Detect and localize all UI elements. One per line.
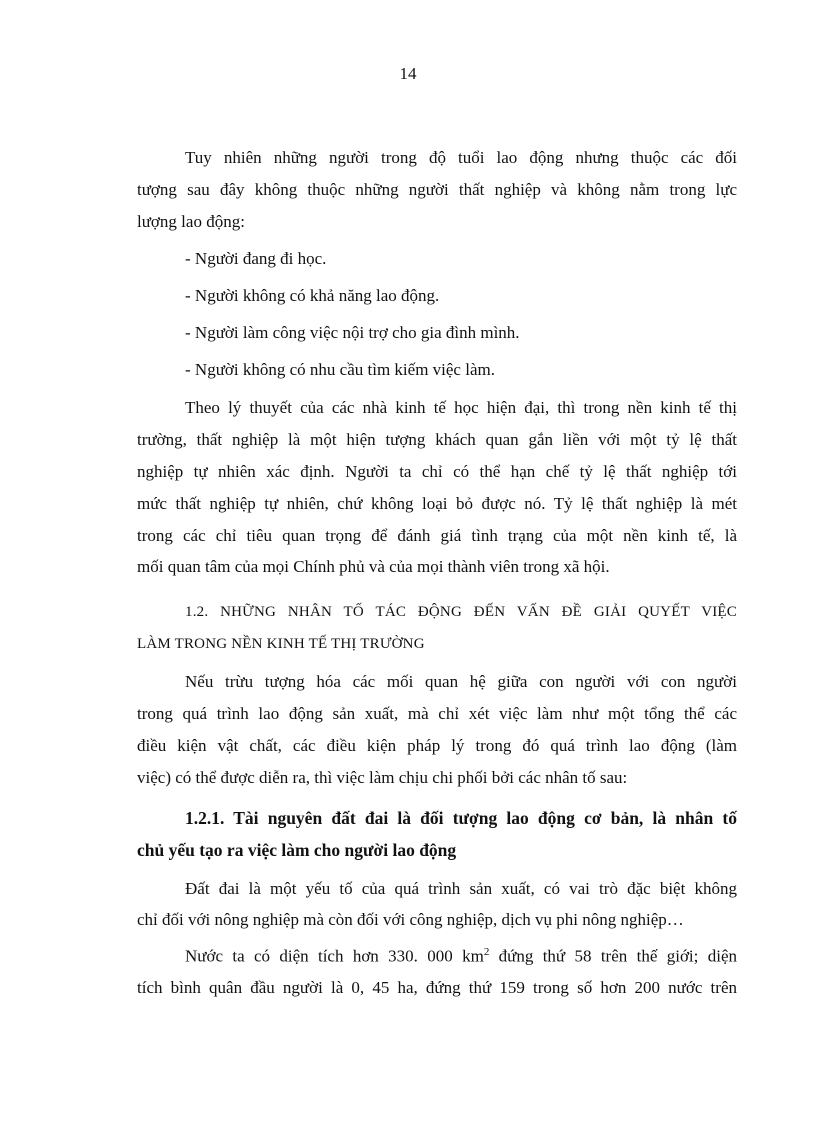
paragraph-line: điều kiện vật chất, các điều kiện pháp lý trong đó quá trình lao động (làm bbox=[137, 736, 737, 755]
paragraph-line: trường, thất nghiệp là một hiện tượng khách quan gắn liền với một tỷ lệ thất bbox=[137, 430, 737, 449]
paragraph-line: nghiệp tự nhiên xác định. Người ta chỉ có thể hạn chế tỷ lệ thất nghiệp tới bbox=[137, 462, 737, 481]
paragraph-line: tích bình quân đầu người là 0, 45 ha, đứng thứ 159 trong số hơn 200 nước trên bbox=[137, 978, 737, 997]
superscript: 2 bbox=[483, 946, 490, 958]
list-item: - Người làm công việc nội trợ cho gia đình mình. bbox=[185, 323, 520, 342]
list-item: - Người không có khả năng lao động. bbox=[185, 286, 440, 305]
paragraph-line: Theo lý thuyết của các nhà kinh tế học hiện đại, thì trong nền kinh tế thị bbox=[185, 398, 737, 417]
paragraph-line: Nếu trừu tượng hóa các mối quan hệ giữa con người với con người bbox=[185, 672, 737, 691]
paragraph-line: chỉ đối với nông nghiệp mà còn đối với công nghiệp, dịch vụ phi nông nghiệp… bbox=[137, 910, 684, 929]
paragraph-line: mức thất nghiệp tự nhiên, chứ không loại bỏ được nó. Tỷ lệ thất nghiệp là mét bbox=[137, 494, 737, 513]
paragraph-line: Đất đai là một yếu tố của quá trình sản xuất, có vai trò đặc biệt không bbox=[185, 879, 737, 898]
paragraph-text: đứng thứ 58 trên thế giới; diện bbox=[489, 946, 737, 966]
paragraph-line bbox=[185, 946, 737, 967]
paragraph-line: lượng lao động: bbox=[137, 212, 245, 231]
list-item: - Người đang đi học. bbox=[185, 249, 327, 268]
subsection-heading-line: chủ yếu tạo ra việc làm cho người lao động bbox=[137, 840, 457, 860]
paragraph-line: trong quá trình lao động sản xuất, mà chỉ xét việc làm như một tổng thể các bbox=[137, 704, 737, 723]
page-number: 14 bbox=[399, 64, 417, 83]
paragraph-line: mối quan tâm của mọi Chính phủ và của mọi thành viên trong xã hội. bbox=[137, 557, 610, 576]
paragraph-line: tượng sau đây không thuộc những người thất nghiệp và không nằm trong lực bbox=[137, 180, 737, 199]
section-heading-line: 1.2. NHỮNG NHÂN TỐ TÁC ĐỘNG ĐẾN VẤN ĐỀ GIẢI QUYẾT VIỆC bbox=[185, 604, 737, 620]
subsection-heading-line: 1.2.1. Tài nguyên đất đai là đối tượng lao động cơ bản, là nhân tố bbox=[185, 808, 737, 828]
list-item: - Người không có nhu cầu tìm kiếm việc làm. bbox=[185, 360, 495, 379]
paragraph-line: việc) có thể được diễn ra, thì việc làm chịu chi phối bởi các nhân tố sau: bbox=[137, 768, 628, 787]
section-heading-line: LÀM TRONG NỀN KINH TẾ THỊ TRƯỜNG bbox=[137, 636, 425, 652]
paragraph-line: Tuy nhiên những người trong độ tuổi lao động nhưng thuộc các đối bbox=[185, 148, 737, 167]
paragraph-line: trong các chỉ tiêu quan trọng để đánh giá tình trạng của một nền kinh tế, là bbox=[137, 526, 737, 545]
paragraph-text: Nước ta có diện tích hơn 330. 000 km bbox=[185, 946, 484, 966]
